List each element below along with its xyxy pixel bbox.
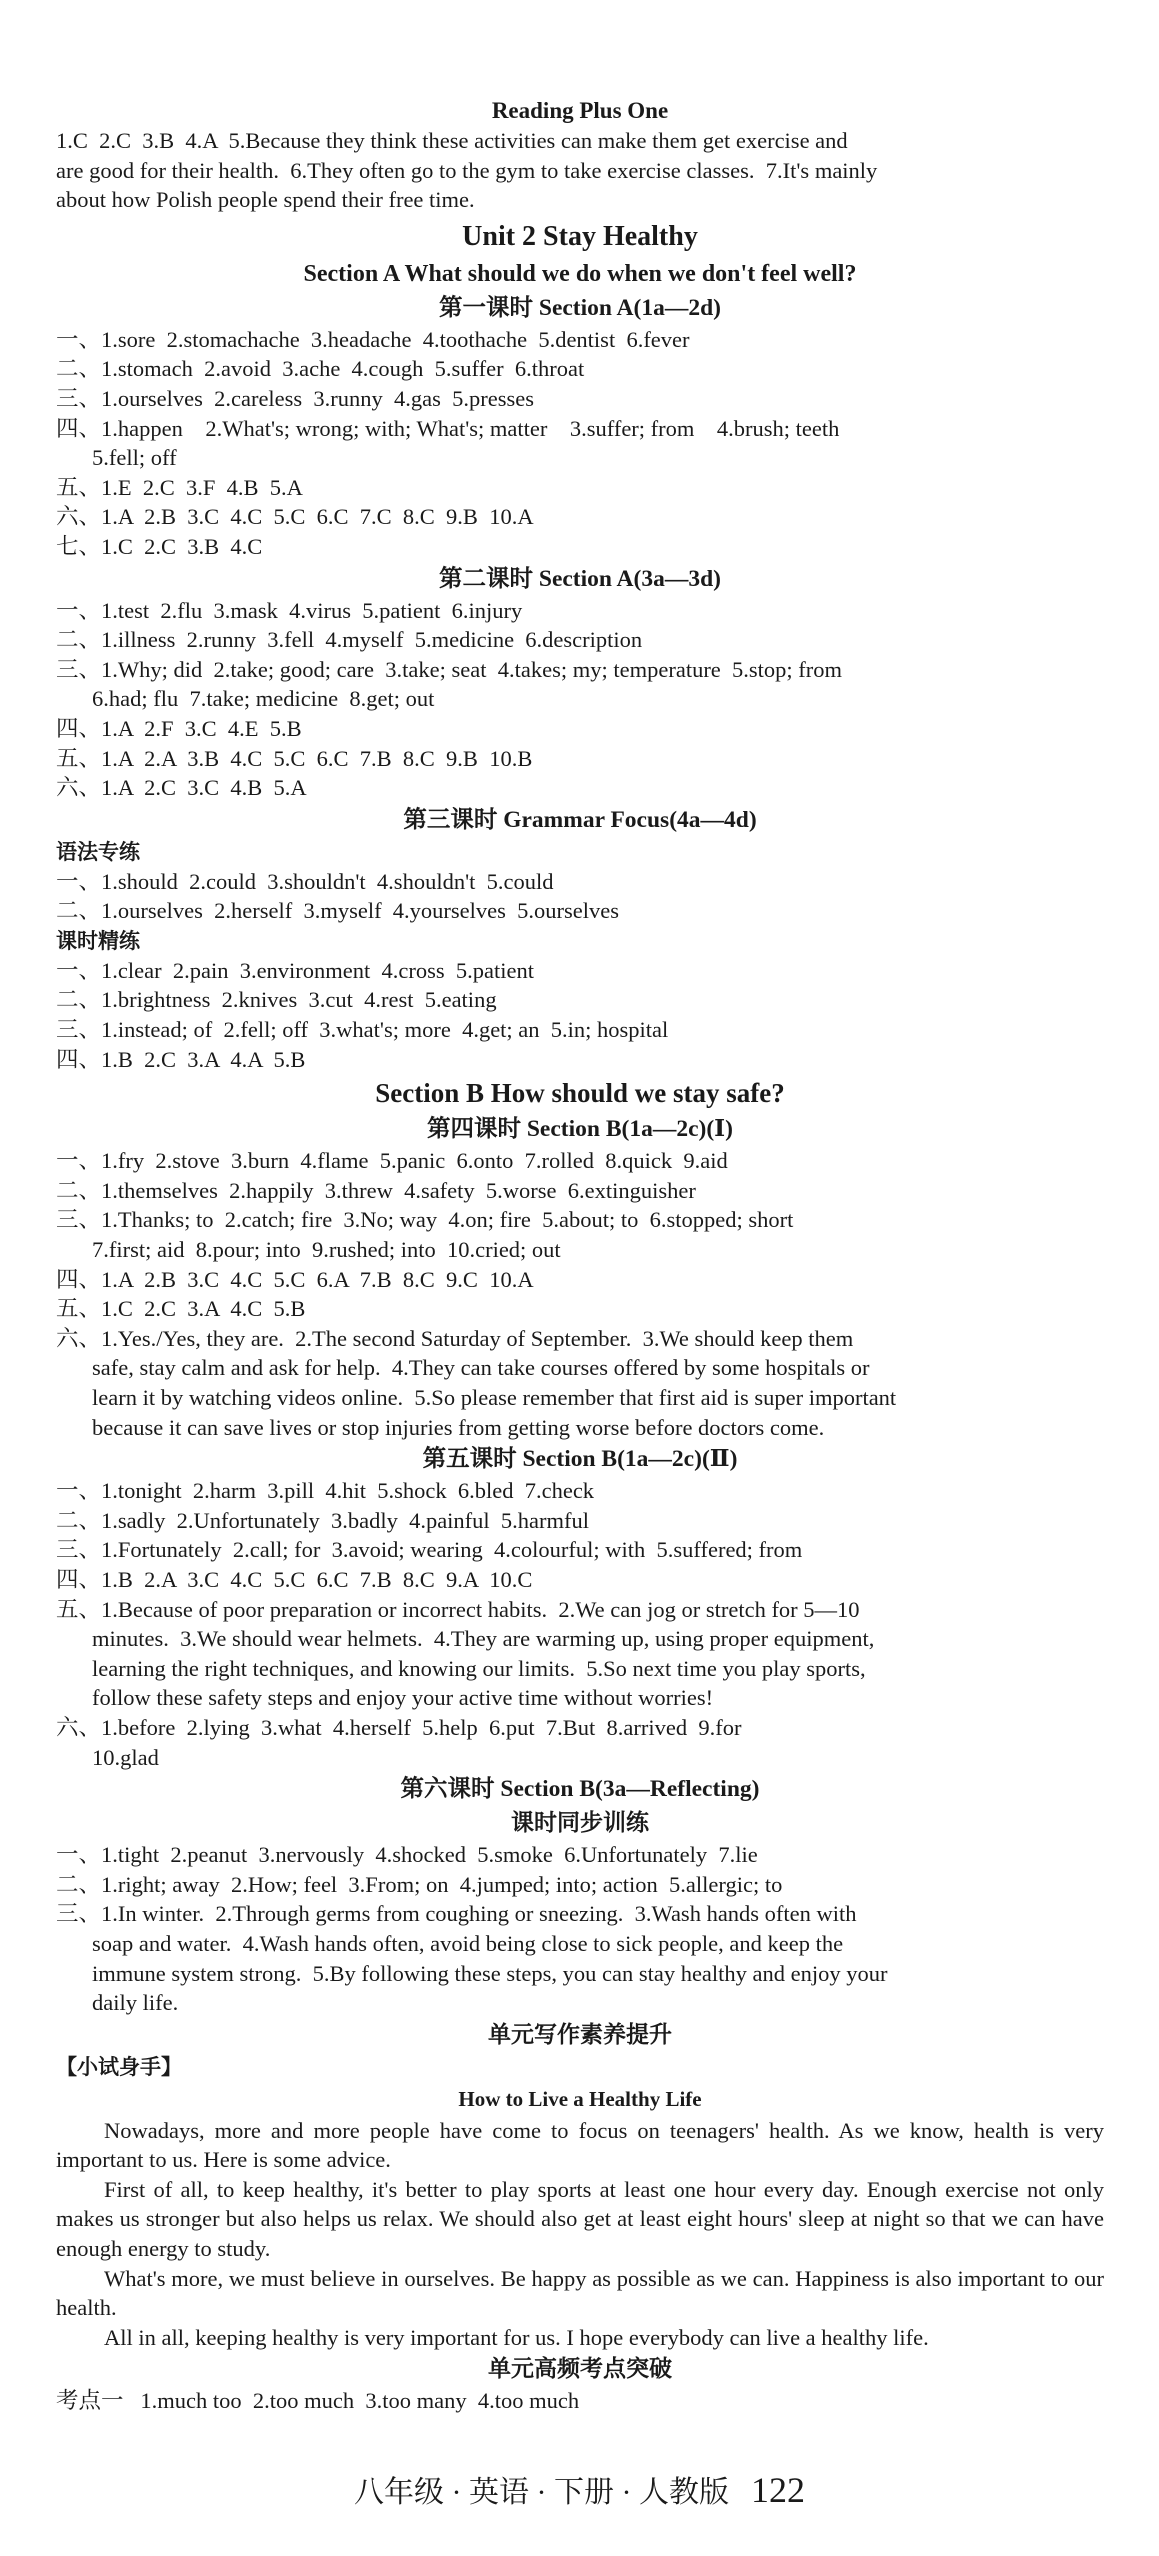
answer-line: 三、1.instead; of 2.fell; off 3.what's; more 4.get; an 5.in; hospital xyxy=(56,1017,669,1043)
answer-line: 一、1.test 2.flu 3.mask 4.virus 5.patient 6.injury xyxy=(56,597,523,623)
section-b-title: Section B How should we stay safe? xyxy=(375,1078,785,1109)
essay-title: How to Live a Healthy Life xyxy=(458,2086,702,2111)
answer-line: 四、1.happen 2.What's; wrong; with; What's; matter 3.suffer; from 4.brush; teeth xyxy=(56,415,840,441)
lesson-6-title: 第六课时 Section B(3a—Reflecting) xyxy=(400,1776,760,1803)
answer-line: 四、1.A 2.B 3.C 4.C 5.C 6.A 7.B 8.C 9.C 10.A xyxy=(56,1266,534,1292)
answer-line: 二、1.ourselves 2.herself 3.myself 4.yourselves 5.ourselves xyxy=(56,898,620,924)
lesson-4-title: 第四课时 Section B(1a—2c)(Ⅰ) xyxy=(426,1116,733,1143)
answer-line: 三、1.In winter. 2.Through germs from coughing or sneezing. 3.Wash hands often with xyxy=(56,1901,857,1927)
book-info: 八年级 · 英语 · 下册 · 人教版 xyxy=(354,2476,729,2509)
answer-line: 六、1.Yes./Yes, they are. 2.The second Saturday of September. 3.We should keep them xyxy=(56,1325,854,1351)
answer-line: 六、1.before 2.lying 3.what 4.herself 5.help 6.put 7.But 8.arrived 9.for xyxy=(56,1714,742,1740)
answer-line: safe, stay calm and ask for help. 4.They can take courses offered by some hospitals or xyxy=(92,1355,870,1381)
try-it-label: 【小试身手】 xyxy=(56,2054,182,2079)
lesson-1-title: 第一课时 Section A(1a—2d) xyxy=(439,294,721,321)
answer-line: 四、1.B 2.C 3.A 4.A 5.B xyxy=(56,1046,306,1072)
essay-paragraph: Nowadays, more and more people have come to focus on teenagers' health. As we know, health is very important to us. Here is some advice. xyxy=(56,2117,1110,2173)
answer-line: 七、1.C 2.C 3.B 4.C xyxy=(56,533,263,559)
answer-line: daily life. xyxy=(92,1990,179,2016)
answer-line: 五、1.Because of poor preparation or incorrect habits. 2.We can jog or stretch for 5—10 xyxy=(56,1596,860,1622)
grammar-practice-label: 语法专练 xyxy=(56,839,140,864)
answer-line: 一、1.fry 2.stove 3.burn 4.flame 5.panic 6.onto 7.rolled 8.quick 9.aid xyxy=(56,1148,728,1174)
essay-paragraph: What's more, we must believe in ourselves. Be happy as possible as we can. Happiness is also important to our health. xyxy=(56,2265,1110,2321)
answer-line: 六、1.A 2.C 3.C 4.B 5.A xyxy=(56,775,307,801)
answer-line: 五、1.A 2.A 3.B 4.C 5.C 6.C 7.B 8.C 9.B 10.B xyxy=(56,745,533,771)
answer-line: soap and water. 4.Wash hands often, avoid being close to sick people, and keep the xyxy=(92,1930,844,1956)
answer-line: 一、1.should 2.could 3.shouldn't 4.shouldn't 5.could xyxy=(56,868,554,894)
answer-line: because it can save lives or stop injuries from getting worse before doctors come. xyxy=(92,1414,825,1440)
exam-points-title: 单元高频考点突破 xyxy=(488,2356,672,2382)
lesson-practice-label: 课时精练 xyxy=(56,928,140,953)
answer-line: 三、1.Fortunately 2.call; for 3.avoid; wearing 4.colourful; with 5.suffered; from xyxy=(56,1537,803,1563)
answer-line: follow these safety steps and enjoy your active time without worries! xyxy=(92,1685,714,1711)
answer-line: 一、1.clear 2.pain 3.environment 4.cross 5.patient xyxy=(56,957,535,983)
answer-line: 五、1.C 2.C 3.A 4.C 5.B xyxy=(56,1296,306,1322)
answer-line: 一、1.sore 2.stomachache 3.headache 4.toothache 5.dentist 6.fever xyxy=(56,326,690,352)
answer-line: learn it by watching videos online. 5.So please remember that first aid is super important xyxy=(92,1385,897,1410)
lesson-3-title: 第三课时 Grammar Focus(4a—4d) xyxy=(403,806,757,833)
answer-line: learning the right techniques, and knowing our limits. 5.So next time you play sports, xyxy=(92,1655,866,1681)
answer-line: minutes. 3.We should wear helmets. 4.They are warming up, using proper equipment, xyxy=(92,1626,875,1652)
unit-title: Unit 2 Stay Healthy xyxy=(462,220,698,252)
essay-paragraph: All in all, keeping healthy is very important for us. I hope everybody can live a healthy life. xyxy=(104,2324,929,2350)
answer-line: 一、1.tight 2.peanut 3.nervously 4.shocked 5.smoke 6.Unfortunately 7.lie xyxy=(56,1842,758,1868)
answer-line: 6.had; flu 7.take; medicine 8.get; out xyxy=(92,686,435,712)
answer-line: 一、1.tonight 2.harm 3.pill 4.hit 5.shock 6.bled 7.check xyxy=(56,1478,595,1504)
answer-key-page xyxy=(56,96,1110,2416)
answer-line: 二、1.sadly 2.Unfortunately 3.badly 4.painful 5.harmful xyxy=(56,1507,590,1533)
answer-line: 7.first; aid 8.pour; into 9.rushed; into 10.cried; out xyxy=(92,1237,561,1263)
answer-line: 四、1.A 2.F 3.C 4.E 5.B xyxy=(56,715,302,741)
answer-line: 四、1.B 2.A 3.C 4.C 5.C 6.C 7.B 8.C 9.A 10.C xyxy=(56,1566,533,1592)
reading-plus-title: Reading Plus One xyxy=(491,98,669,123)
answer-line: 1.C 2.C 3.B 4.A 5.Because they think these activities can make them get exercise and xyxy=(56,128,848,153)
answer-line: 二、1.illness 2.runny 3.fell 4.myself 5.medicine 6.description xyxy=(56,627,643,653)
answer-line: 考点一 1.much too 2.too much 3.too many 4.too much xyxy=(56,2388,580,2414)
answer-line: 二、1.themselves 2.happily 3.threw 4.safety 5.worse 6.extinguisher xyxy=(56,1177,696,1203)
answer-line: are good for their health. 6.They often go to the gym to take exercise classes. 7.It's mainly xyxy=(56,157,878,183)
answer-line: 三、1.Thanks; to 2.catch; fire 3.No; way 4.on; fire 5.about; to 6.stopped; short xyxy=(56,1207,794,1233)
lesson-5-title: 第五课时 Section B(1a—2c)(Ⅱ) xyxy=(422,1446,738,1473)
answer-line: 二、1.right; away 2.How; feel 3.From; on 4.jumped; into; action 5.allergic; to xyxy=(56,1871,783,1897)
lesson-6-subtitle: 课时同步训练 xyxy=(511,1810,649,1836)
answer-line: 5.fell; off xyxy=(92,445,177,471)
answer-line: 六、1.A 2.B 3.C 4.C 5.C 6.C 7.C 8.C 9.B 10.A xyxy=(56,504,534,530)
answer-line: about how Polish people spend their free time. xyxy=(56,187,475,213)
lesson-2-title: 第二课时 Section A(3a—3d) xyxy=(439,565,721,592)
section-a-title: Section A What should we do when we don't feel well? xyxy=(303,260,857,287)
page-number: 122 xyxy=(750,2470,805,2510)
answer-line: 五、1.E 2.C 3.F 4.B 5.A xyxy=(56,474,303,500)
writing-section-title: 单元写作素养提升 xyxy=(488,2021,672,2047)
essay-paragraph: First of all, to keep healthy, it's better to play sports at least one hour every day. Enough exercise not only makes us stronger but also helps us relax. We should also get at least eight hours' sleep at night so that we can have enough energy to study. xyxy=(56,2176,1110,2262)
answer-line: 三、1.Why; did 2.take; good; care 3.take; seat 4.takes; my; temperature 5.stop; from xyxy=(56,656,843,682)
answer-line: 10.glad xyxy=(92,1744,159,1770)
answer-line: immune system strong. 5.By following these steps, you can stay healthy and enjoy your xyxy=(92,1960,888,1986)
answer-line: 二、1.brightness 2.knives 3.cut 4.rest 5.eating xyxy=(56,987,497,1013)
page-footer xyxy=(0,2468,1159,2515)
answer-line: 二、1.stomach 2.avoid 3.ache 4.cough 5.suffer 6.throat xyxy=(56,356,585,382)
answer-line: 三、1.ourselves 2.careless 3.runny 4.gas 5.presses xyxy=(56,385,535,411)
